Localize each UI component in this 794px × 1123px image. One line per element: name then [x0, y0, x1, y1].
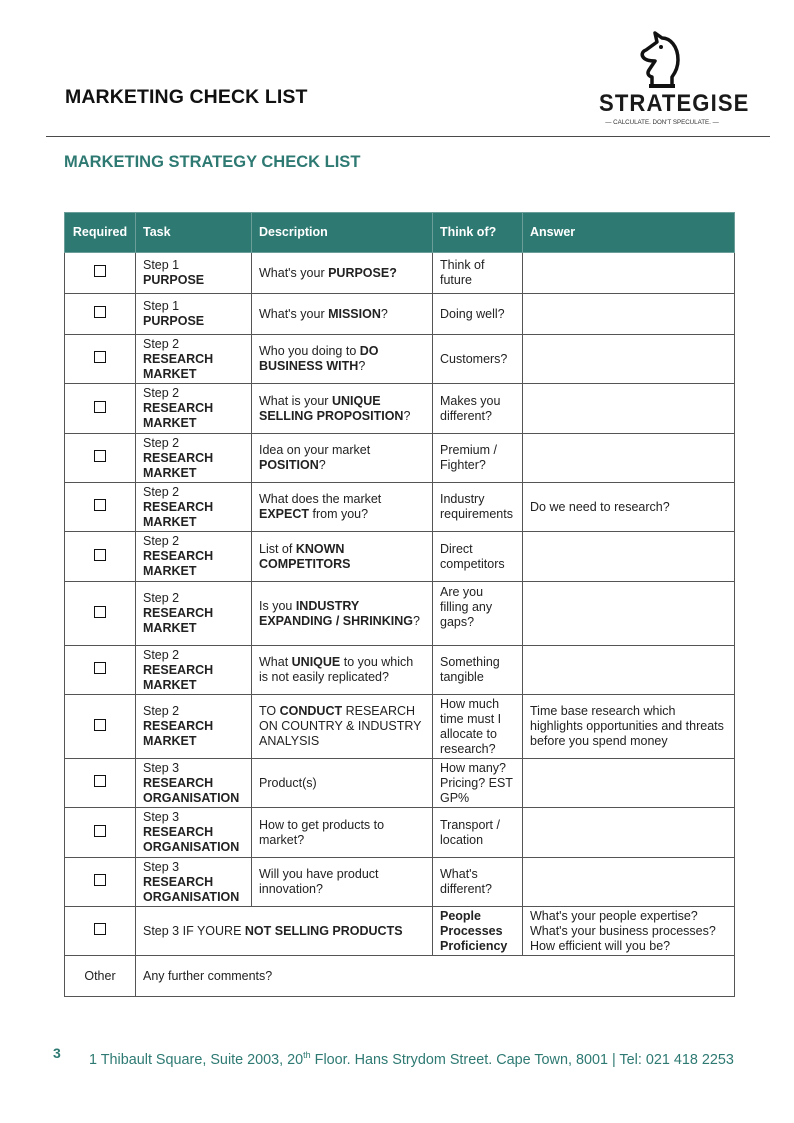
- table-row: [65, 384, 735, 434]
- desc-bold: INDUSTRY EXPANDING / SHRINKING: [259, 598, 413, 628]
- description-cell: [252, 294, 433, 335]
- desc-bold: UNIQUE: [291, 655, 341, 669]
- think-of-cell: Transport / location: [433, 808, 523, 858]
- required-checkbox[interactable]: [94, 549, 106, 561]
- task-step: Step 2: [143, 534, 180, 548]
- task-step: Step 3: [143, 810, 180, 824]
- description-cell: [252, 434, 433, 483]
- required-checkbox[interactable]: [94, 606, 106, 618]
- table-row: [65, 532, 735, 582]
- desc-bold: POSITION: [259, 458, 319, 472]
- task-step: Step 1: [143, 258, 180, 272]
- table-row: [65, 646, 735, 695]
- required-checkbox[interactable]: [94, 351, 106, 363]
- required-checkbox[interactable]: [94, 923, 106, 935]
- desc-bold: PURPOSE?: [328, 265, 397, 280]
- header-think-of: Think of?: [433, 213, 523, 253]
- task-cell: [136, 858, 252, 907]
- table-row: [65, 434, 735, 483]
- desc-text: ?: [380, 306, 388, 321]
- task-cell: [136, 483, 252, 532]
- table-row: [65, 483, 735, 532]
- task-step: Step 2: [143, 484, 180, 499]
- think-of-text: People Processes Proficiency: [440, 908, 508, 953]
- task-step: Step 3: [143, 859, 180, 874]
- table-row: [65, 759, 735, 808]
- think-of-cell: Premium / Fighter?: [433, 434, 523, 483]
- task-name: RESEARCH MARKET: [143, 549, 214, 578]
- desc-bold: KNOWN COMPETITORS: [259, 541, 351, 571]
- desc-text: Will you have product innovation?: [259, 867, 379, 896]
- task-name: RESEARCH ORGANISATION: [143, 874, 240, 904]
- answer-cell[interactable]: [523, 434, 735, 483]
- required-checkbox[interactable]: [94, 874, 106, 886]
- answer-cell[interactable]: [523, 532, 735, 582]
- desc-text: from you?: [309, 507, 369, 521]
- required-checkbox[interactable]: [94, 306, 106, 318]
- required-checkbox[interactable]: [94, 719, 106, 731]
- task-name: RESEARCH MARKET: [143, 401, 214, 430]
- table-row: [65, 695, 735, 759]
- desc-text: Is you: [259, 598, 296, 613]
- required-checkbox[interactable]: [94, 825, 106, 837]
- task-name: RESEARCH ORGANISATION: [143, 825, 240, 854]
- desc-text: ?: [412, 613, 420, 628]
- answer-cell[interactable]: [523, 808, 735, 858]
- think-of-cell: Think of future: [433, 253, 523, 294]
- answer-cell[interactable]: [523, 384, 735, 434]
- desc-text: Who you doing to: [259, 344, 360, 358]
- task-cell: [136, 646, 252, 695]
- desc-text: List of: [259, 541, 296, 556]
- task-cell: [136, 253, 252, 294]
- required-checkbox[interactable]: [94, 499, 106, 511]
- task-name: RESEARCH MARKET: [143, 351, 214, 381]
- answer-cell[interactable]: [523, 335, 735, 384]
- task-name: RESEARCH MARKET: [143, 662, 214, 692]
- desc-text: What: [259, 655, 292, 669]
- table-header-row: [65, 213, 735, 253]
- logo-tagline: — CALCULATE. DON'T SPECULATE. —: [605, 119, 719, 126]
- task-step: Step 2: [143, 704, 180, 718]
- answer-cell[interactable]: [523, 646, 735, 695]
- think-of-cell: Something tangible: [433, 646, 523, 695]
- answer-cell[interactable]: [523, 294, 735, 335]
- desc-text: ?: [358, 359, 366, 373]
- header-divider: [46, 136, 770, 137]
- required-checkbox[interactable]: [94, 401, 106, 413]
- think-of-cell: How much time must I allocate to research?: [433, 695, 523, 759]
- table-row: [65, 335, 735, 384]
- header-answer: Answer: [523, 213, 735, 253]
- think-of-cell: Industry requirements: [433, 483, 523, 532]
- task-name: PURPOSE: [143, 314, 205, 328]
- task-step: Step 2: [143, 386, 180, 400]
- think-of-cell: Are you filling any gaps?: [433, 582, 523, 646]
- description-cell: [252, 695, 433, 759]
- header-description: Description: [252, 213, 433, 253]
- task-name: PURPOSE: [143, 273, 205, 287]
- task-step: Step 1: [143, 299, 180, 313]
- section-title: MARKETING STRATEGY CHECK LIST: [64, 153, 361, 171]
- desc-text: What is your: [259, 393, 332, 408]
- think-of-cell: [433, 907, 523, 956]
- task-cell: [136, 759, 252, 808]
- task-cell: [136, 907, 433, 956]
- logo-brand: STRATEGISE: [599, 90, 750, 117]
- description-cell: [252, 253, 433, 294]
- task-step: Step 3: [143, 760, 180, 775]
- think-of-cell: Makes you different?: [433, 384, 523, 434]
- table-row: [65, 294, 735, 335]
- table-row-other: [65, 956, 735, 997]
- description-cell: [252, 384, 433, 434]
- desc-text: Product(s): [259, 775, 317, 790]
- task-step: Step 2: [143, 591, 180, 605]
- desc-text: What's your: [259, 306, 329, 321]
- task-cell: [136, 532, 252, 582]
- other-label: Other: [65, 956, 136, 997]
- comments-field[interactable]: Any further comments?: [136, 956, 735, 997]
- task-cell: [136, 384, 252, 434]
- task-name: RESEARCH ORGANISATION: [143, 775, 240, 805]
- desc-text: to you which is not easily replicated?: [259, 655, 414, 684]
- table-row: [65, 808, 735, 858]
- required-checkbox[interactable]: [94, 265, 106, 277]
- task-step: Step 2: [143, 647, 180, 662]
- description-cell: [252, 808, 433, 858]
- answer-cell[interactable]: [523, 253, 735, 294]
- description-cell: [252, 858, 433, 907]
- description-cell: [252, 646, 433, 695]
- answer-cell[interactable]: [523, 858, 735, 907]
- table-row: [65, 858, 735, 907]
- description-cell: [252, 582, 433, 646]
- strategise-logo: [596, 30, 750, 134]
- desc-text: What does the market: [259, 492, 382, 506]
- page-number: 3: [53, 1045, 61, 1061]
- task-name: RESEARCH MARKET: [143, 450, 214, 480]
- chess-knight-icon: [637, 30, 683, 90]
- task-cell: [136, 582, 252, 646]
- address-text: Floor. Hans Strydom Street. Cape Town, 8001 | Tel: 021 418 2253: [310, 1052, 734, 1068]
- desc-bold: UNIQUE SELLING PROPOSITION: [259, 393, 404, 423]
- answer-cell[interactable]: [523, 759, 735, 808]
- required-checkbox[interactable]: [94, 775, 106, 787]
- task-cell: [136, 808, 252, 858]
- task-cell: [136, 294, 252, 335]
- task-step: Step 2: [143, 435, 180, 450]
- task-cell: [136, 335, 252, 384]
- desc-text: ?: [403, 408, 411, 423]
- desc-text: Step 3 IF YOURE: [143, 923, 245, 938]
- desc-text: ?: [318, 458, 326, 472]
- checklist-table: [64, 212, 735, 997]
- task-step: Step 2: [143, 336, 180, 351]
- think-of-cell: Doing well?: [433, 294, 523, 335]
- desc-text: Idea on your market: [259, 443, 371, 457]
- address-superscript: th: [303, 1050, 311, 1061]
- required-checkbox[interactable]: [94, 662, 106, 674]
- page-title: MARKETING CHECK LIST: [65, 86, 308, 108]
- desc-bold: NOT SELLING PRODUCTS: [244, 923, 403, 938]
- header-required: Required: [65, 213, 136, 253]
- description-cell: [252, 483, 433, 532]
- think-of-cell: Direct competitors: [433, 532, 523, 582]
- table-row: [65, 253, 735, 294]
- required-checkbox[interactable]: [94, 450, 106, 462]
- desc-bold: EXPECT: [259, 507, 310, 521]
- table-row-not-selling-products: [65, 907, 735, 956]
- desc-bold: DO BUSINESS WITH: [259, 344, 379, 373]
- description-cell: [252, 335, 433, 384]
- task-cell: [136, 434, 252, 483]
- answer-cell[interactable]: Time base research which highlights opportunities and threats before you spend money: [523, 695, 735, 759]
- address-text: 1 Thibault Square, Suite 2003, 20: [89, 1052, 304, 1068]
- task-name: RESEARCH MARKET: [143, 499, 214, 529]
- answer-cell[interactable]: Do we need to research?: [523, 483, 735, 532]
- think-of-cell: Customers?: [433, 335, 523, 384]
- desc-text: TO: [259, 704, 280, 718]
- footer-address: [89, 1052, 734, 1068]
- think-of-cell: What's different?: [433, 858, 523, 907]
- desc-text: How to get products to market?: [259, 817, 385, 847]
- desc-bold: CONDUCT: [279, 704, 343, 718]
- think-of-cell: How many? Pricing? EST GP%: [433, 759, 523, 808]
- task-name: RESEARCH MARKET: [143, 719, 214, 748]
- description-cell: [252, 759, 433, 808]
- answer-cell[interactable]: [523, 582, 735, 646]
- description-cell: [252, 532, 433, 582]
- desc-text: RESEARCH ON COUNTRY & INDUSTRY ANALYSIS: [259, 704, 422, 748]
- desc-bold: MISSION: [328, 306, 381, 321]
- answer-cell[interactable]: What's your people expertise? What's your business processes? How efficient will you be?: [523, 907, 735, 956]
- header-task: Task: [136, 213, 252, 253]
- desc-text: What's your: [259, 265, 329, 280]
- task-name: RESEARCH MARKET: [143, 606, 214, 635]
- table-row: [65, 582, 735, 646]
- task-cell: [136, 695, 252, 759]
